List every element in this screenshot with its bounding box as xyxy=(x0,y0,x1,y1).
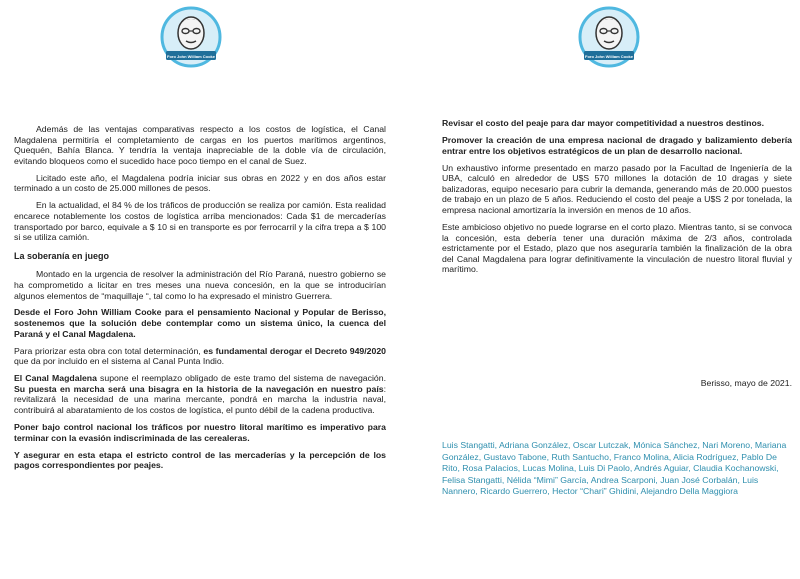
bold-text: Poner bajo control nacional los tráficos por nuestro litoral marítimo es imperativo para terminar con la evasión indiscriminada de las cerealeras. xyxy=(14,422,386,443)
logo-text: Foro John William Cooke xyxy=(167,54,215,59)
paragraph xyxy=(14,450,386,471)
bold-text: El Canal Magdalena xyxy=(14,373,97,384)
text: que da por incluido en el sistema al Canal Punta Indio. xyxy=(14,356,225,367)
bold-text: Y asegurar en esta etapa el estricto control de las mercaderías y la percepción de los pagos correspondientes por peajes. xyxy=(14,449,386,471)
bold-text: Desde el Foro John William Cooke para el pensamiento Nacional y Popular de Berisso, sostenemos que la solución debe contemplar como un sistema único, la cuenca del Paraná y el Canal Magdalena. xyxy=(14,307,386,339)
paragraph xyxy=(14,307,386,339)
foro-logo xyxy=(160,6,222,76)
paragraph: Este ambicioso objetivo no puede lograrse en el corto plazo. Mientras tanto, si se convoca la concesión, esta debería tener una duración máxima de 2/3 años, controlada estrictamente por el Estado, plazo que nos aseguraría también la finalización de la obra del Canal Magdalena para lograr definitivamente la vinculación de nuestro litoral fluvial y marítimo. xyxy=(442,221,792,275)
signers-list: Luis Stangatti, Adriana González, Oscar Lutczak, Mónica Sánchez, Nari Moreno, Mariana González, Gustavo Tabone, Ruth Santucho, Franco Molina, Alicia Rodríguez, Pablo De Rito, Rosa Palacios, Lucas Molina, Luis Di Paolo, Andrés Aguiar, Claudia Kochanowski, Felisa Stangatti, Nélida “Mimi” García, Andrea Scarponi, Juan José Corbalán, Luis Nannero, Ricardo Guerrero, Hector “Chari” Ghidini, Alejandro Della Maggiora xyxy=(442,440,787,497)
paragraph: Montado en la urgencia de resolver la administración del Río Paraná, nuestro gobierno se ha comprometido a licitar en tres meses una nueva concesión, en la que se introducirían algunos elementos de “maquillaje “, tal como lo ha expresado el ministro Guerrera. xyxy=(14,269,386,301)
bold-text: es fundamental derogar el Decreto 949/2020 xyxy=(203,345,386,356)
text: : revitalizará la necesidad de una marina mercante, pondrá en marcha la industria naval, contribuirá al abaratamiento de los costos de logística, el punto débil de la cadena productiva. xyxy=(14,383,386,416)
foro-logo xyxy=(578,6,640,76)
paragraph xyxy=(14,346,386,367)
paragraph: En la actualidad, el 84 % de los tráficos de producción se realiza por camión. Esta realidad encarece notablemente los costos de logística arriba mencionados: Cada $1 de mercaderías transportado por barco, equivale a $ 10 si en transporte es por ferrocarril y la cifra trepa a $ 100 si se utiliza camión. xyxy=(14,200,386,243)
paragraph: Un exhaustivo informe presentado en marzo pasado por la Facultad de Ingeniería de la UBA, calculó en alrededor de U$S 570 millones la dotación de 10 dragas y siete balizadoras, equipo necesario para cubrir la demanda, generando más de 20.000 puestos de trabajo en un plazo de 5 años. Reduciendo el costo del peaje a U$S 2 por tonelada, la empresa nacional amortizaría la inversión en menos de 10 años. xyxy=(442,162,792,215)
paragraph xyxy=(442,118,792,129)
bold-text: Revisar el costo del peaje para dar mayor competitividad a nuestros destinos. xyxy=(442,118,765,128)
date-line: Berisso, mayo de 2021. xyxy=(700,378,792,388)
paragraph xyxy=(14,373,386,415)
paragraph xyxy=(14,422,386,443)
paragraph: Licitado este año, el Magdalena podría iniciar sus obras en 2022 y en dos años estar terminado a un costo de 25.000 millones de pesos. xyxy=(14,172,386,194)
left-column xyxy=(14,124,386,477)
text: Para priorizar esta obra con total determinación, xyxy=(14,345,204,356)
section-heading: La soberanía en juego xyxy=(14,250,110,261)
paragraph: Además de las ventajas comparativas respecto a los costos de logística, el Canal Magdalena permitiría el completamiento de cargas en los puertos marítimos argentinos, Quequén, Bahía Blanca. Y tendría la ventaja inapreciable de la doble vía de circulación, evitando bloqueos como el sucedido hace poco tiempo en el canal de Suez. xyxy=(14,124,386,166)
bold-text: Promover la creación de una empresa nacional de dragado y balizamiento debería entrar entre los objetivos estratégicos de un plan de desarrollo nacional. xyxy=(442,134,792,156)
page-right xyxy=(400,0,800,579)
logo-text: Foro John William Cooke xyxy=(585,54,633,59)
right-column xyxy=(442,118,792,281)
text: supone el reemplazo obligado de este tramo del sistema de navegación. xyxy=(96,373,386,384)
paragraph xyxy=(442,135,792,156)
bold-text: Su puesta en marcha será una bisagra en la historia de la navegación en nuestro país xyxy=(14,383,384,394)
